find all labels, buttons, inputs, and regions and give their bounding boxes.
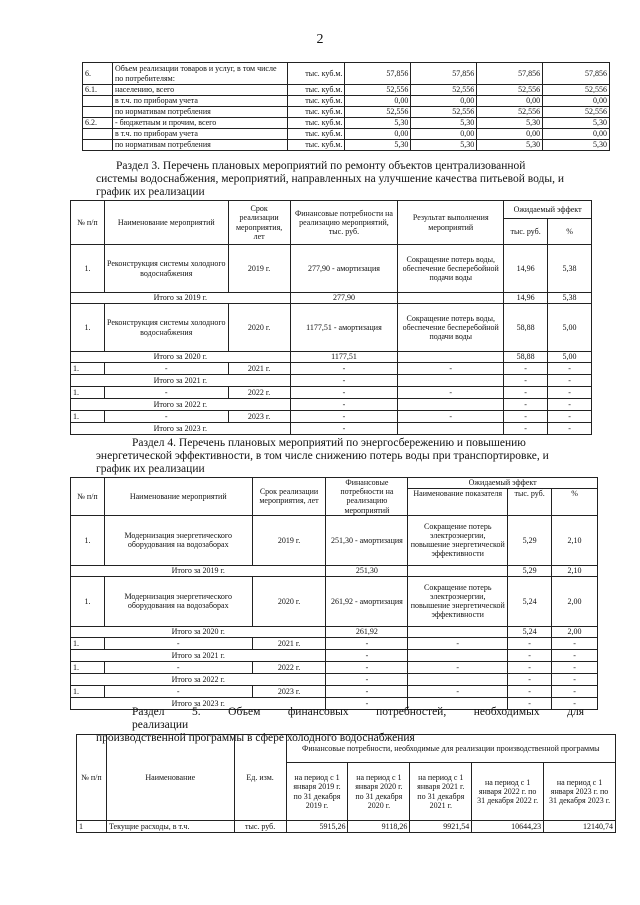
total-row: Итого за 2019 г. 251,30 5,29 2,10 — [71, 565, 598, 576]
total-row: Итого за 2022 г. - - - — [71, 673, 598, 685]
section4-heading: Раздел 4. Перечень плановых мероприятий по энергосбережению и повышению энергетической эффективности, в том числе снижению потерь воды при транспортировке, и график их реализации — [96, 437, 549, 475]
col-indicator: Наименование показателя — [408, 488, 508, 515]
table-row: в т.ч. по приборам учета тыс. куб.м. 0,00 0,00 0,00 0,00 — [83, 96, 610, 107]
section5-heading: Раздел 5. Объем финансовых потребностей, необходимых для реализации производственной программы в сфере холодного водоснабжения — [96, 706, 584, 744]
col-period: на период с 1 января 2020 г. по 31 декабря 2020 г. — [348, 763, 410, 821]
col-name: Наименование — [106, 735, 234, 821]
table-row: 1. Реконструкция системы холодного водоснабжения 2019 г. 277,90 - амортизация Сокращение потерь воды, обеспечение бесперебойной подачи воды 14,96 5,38 — [71, 245, 592, 293]
col-num: № п/п — [71, 478, 105, 516]
col-num: № п/п — [71, 201, 105, 245]
total-row: Итого за 2020 г. 261,92 5,24 2,00 — [71, 626, 598, 637]
col-name: Наименование мероприятий — [104, 478, 252, 516]
col-effect-abs: тыс. руб. — [508, 488, 552, 515]
table-row: 1. - 2021 г. - - - - — [71, 637, 598, 649]
col-name: Наименование мероприятий — [104, 201, 228, 245]
table-row: 1 Текущие расходы, в т.ч. тыс. руб. 5915,26 9118,26 9921,54 10644,23 12140,74 — [77, 821, 616, 833]
col-term: Срок реализации мероприятия, лет — [228, 201, 290, 245]
table-row: 6.1. населению, всего тыс. куб.м. 52,556 52,556 52,556 52,556 — [83, 85, 610, 96]
table-row: 1. Реконструкция системы холодного водоснабжения 2020 г. 1177,51 - амортизация Сокращение потерь воды, обеспечение бесперебойной подачи воды 58,88 5,00 — [71, 304, 592, 352]
col-period: на период с 1 января 2019 г. по 31 декабря 2019 г. — [286, 763, 348, 821]
table-row: 1. - 2023 г. - - - - — [71, 685, 598, 697]
col-unit: Ед. изм. — [234, 735, 286, 821]
table-row: 6.2. - бюджетным и прочим, всего тыс. куб.м. 5,30 5,30 5,30 5,30 — [83, 118, 610, 129]
col-effect-abs: тыс. руб. — [504, 219, 548, 245]
total-row: Итого за 2019 г. 277,90 14,96 5,38 — [71, 293, 592, 304]
sales-volume-table — [82, 62, 610, 151]
col-effect: Ожидаемый эффект — [504, 201, 592, 219]
total-row: Итого за 2023 г. - - - — [71, 423, 592, 435]
section3-table — [70, 200, 592, 435]
col-term: Срок реализации мероприятия, лет — [252, 478, 326, 516]
total-row: Итого за 2021 г. - - - — [71, 375, 592, 387]
col-finance: Финансовые потребности на реализацию мероприятий, тыс. руб. — [290, 201, 398, 245]
col-period: на период с 1 января 2023 г. по 31 декабря 2023 г. — [544, 763, 616, 821]
section4-table — [70, 477, 598, 710]
table-row: 6. Объем реализации товаров и услуг, в том числе по потребителям: тыс. куб.м. 57,856 57,856 57,856 57,856 — [83, 63, 610, 85]
table-row: 1. - 2022 г. - - - - — [71, 661, 598, 673]
col-finance: Финансовые потребности, необходимые для реализации производственной программы — [286, 735, 615, 763]
section5-table — [76, 734, 616, 833]
col-result: Результат выполнения мероприятий — [398, 201, 504, 245]
total-row: Итого за 2020 г. 1177,51 58,88 5,00 — [71, 352, 592, 363]
table-row: 1. - 2021 г. - - - - — [71, 363, 592, 375]
col-period: на период с 1 января 2021 г. по 31 декабря 2021 г. — [410, 763, 472, 821]
total-row: Итого за 2023 г. - - - — [71, 697, 598, 709]
page-number: 2 — [316, 32, 324, 47]
section3-heading: Раздел 3. Перечень плановых мероприятий по ремонту объектов централизованной системы водоснабжения, мероприятий, направленных на улучшение качества питьевой воды, и график их реализации — [96, 160, 564, 198]
table-row: в т.ч. по приборам учета тыс. куб.м. 0,00 0,00 0,00 0,00 — [83, 129, 610, 140]
table-row: по нормативам потребления тыс. куб.м. 52,556 52,556 52,556 52,556 — [83, 107, 610, 118]
table-row: по нормативам потребления тыс. куб.м. 5,30 5,30 5,30 5,30 — [83, 140, 610, 151]
col-num: № п/п — [77, 735, 107, 821]
table-row: 1. - 2023 г. - - - - — [71, 411, 592, 423]
table-row: 1. - 2022 г. - - - - — [71, 387, 592, 399]
col-effect: Ожидаемый эффект — [408, 478, 598, 489]
col-finance: Финансовые потребности на реализацию мероприятий — [326, 478, 408, 516]
table-row: 1. Модернизация энергетического оборудования на водозаборах 2020 г. 261,92 - амортизация Сокращение потерь электроэнергии, повышение энергетической эффективности 5,24 2,00 — [71, 576, 598, 626]
col-effect-pct: % — [548, 219, 592, 245]
total-row: Итого за 2022 г. - - - — [71, 399, 592, 411]
total-row: Итого за 2021 г. - - - — [71, 649, 598, 661]
col-effect-pct: % — [552, 488, 598, 515]
table-row: 1. Модернизация энергетического оборудования на водозаборах 2019 г. 251,30 - амортизация Сокращение потерь электроэнергии, повышение энергетической эффективности 5,29 2,10 — [71, 515, 598, 565]
col-period: на период с 1 января 2022 г. по 31 декабря 2022 г. — [472, 763, 544, 821]
